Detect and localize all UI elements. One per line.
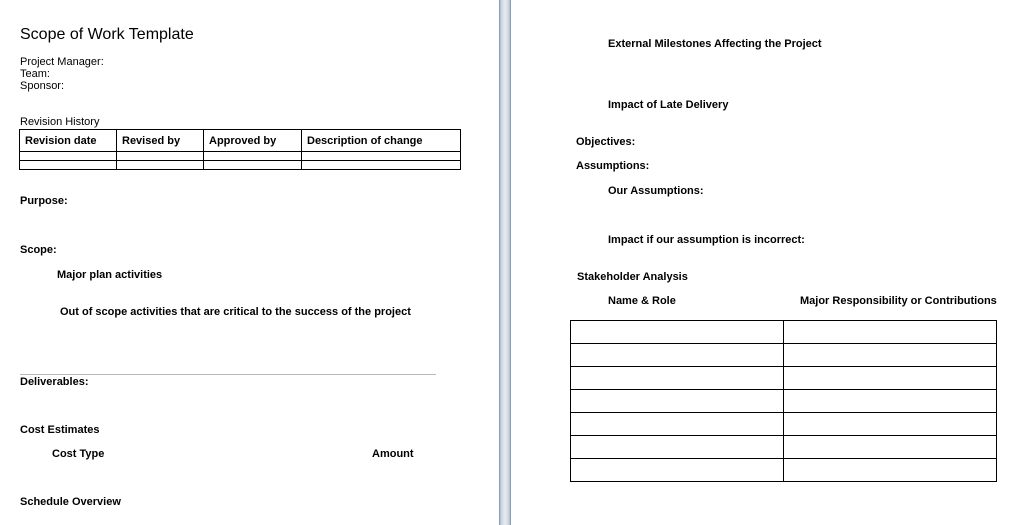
sponsor-label: Sponsor: — [20, 80, 65, 92]
revision-history-table — [19, 129, 461, 170]
section-divider — [20, 374, 436, 375]
table-cell[interactable] — [784, 344, 997, 367]
table-cell[interactable] — [571, 436, 784, 459]
major-responsibility-label: Major Responsibility or Contributions — [800, 295, 997, 307]
major-plan-activities-label: Major plan activities — [57, 269, 163, 281]
cost-estimates-heading: Cost Estimates — [20, 424, 100, 436]
table-cell[interactable] — [571, 413, 784, 436]
cost-type-label: Cost Type — [52, 448, 105, 460]
impact-late-delivery-label: Impact of Late Delivery — [608, 99, 729, 111]
external-milestones-label: External Milestones Affecting the Project — [608, 38, 822, 50]
team-label: Team: — [20, 68, 50, 80]
table-cell[interactable] — [117, 152, 204, 161]
table-cell[interactable] — [571, 390, 784, 413]
table-row — [571, 321, 997, 344]
table-cell[interactable] — [784, 390, 997, 413]
table-cell[interactable] — [20, 161, 117, 170]
page-title: Scope of Work Template — [20, 26, 194, 43]
description-of-change-header: Description of change — [302, 130, 461, 152]
purpose-heading: Purpose: — [20, 195, 68, 207]
table-cell[interactable] — [204, 161, 302, 170]
table-row — [571, 390, 997, 413]
table-cell[interactable] — [784, 436, 997, 459]
table-cell[interactable] — [20, 152, 117, 161]
table-row — [571, 413, 997, 436]
approved-by-header: Approved by — [204, 130, 302, 152]
assumptions-heading: Assumptions: — [576, 160, 650, 172]
revised-by-header: Revised by — [117, 130, 204, 152]
table-cell[interactable] — [204, 152, 302, 161]
document-page-left — [0, 0, 499, 525]
revision-table-header-row — [20, 130, 461, 152]
out-of-scope-label: Out of scope activities that are critical to the success of the project — [60, 306, 411, 318]
revision-history-label: Revision History — [20, 116, 100, 128]
table-row — [571, 367, 997, 390]
table-cell[interactable] — [571, 344, 784, 367]
table-cell[interactable] — [784, 413, 997, 436]
stakeholder-table — [570, 320, 997, 482]
our-assumptions-label: Our Assumptions: — [608, 185, 704, 197]
table-row — [20, 152, 461, 161]
table-cell[interactable] — [302, 161, 461, 170]
project-manager-label: Project Manager: — [20, 56, 104, 68]
amount-label: Amount — [372, 448, 414, 460]
table-row — [571, 459, 997, 482]
table-cell[interactable] — [784, 459, 997, 482]
page-gap-divider — [499, 0, 511, 525]
schedule-overview-heading: Schedule Overview — [20, 496, 121, 508]
table-row — [20, 161, 461, 170]
scope-heading: Scope: — [20, 244, 57, 256]
table-cell[interactable] — [784, 321, 997, 344]
name-role-label: Name & Role — [608, 295, 676, 307]
table-cell[interactable] — [117, 161, 204, 170]
table-row — [571, 436, 997, 459]
table-cell[interactable] — [571, 367, 784, 390]
impact-incorrect-label: Impact if our assumption is incorrect: — [608, 234, 805, 246]
table-row — [571, 344, 997, 367]
table-cell[interactable] — [571, 459, 784, 482]
stakeholder-analysis-heading: Stakeholder Analysis — [577, 271, 688, 283]
objectives-heading: Objectives: — [576, 136, 636, 148]
deliverables-heading: Deliverables: — [20, 376, 89, 388]
revision-date-header: Revision date — [20, 130, 117, 152]
table-cell[interactable] — [302, 152, 461, 161]
table-cell[interactable] — [784, 367, 997, 390]
table-cell[interactable] — [571, 321, 784, 344]
